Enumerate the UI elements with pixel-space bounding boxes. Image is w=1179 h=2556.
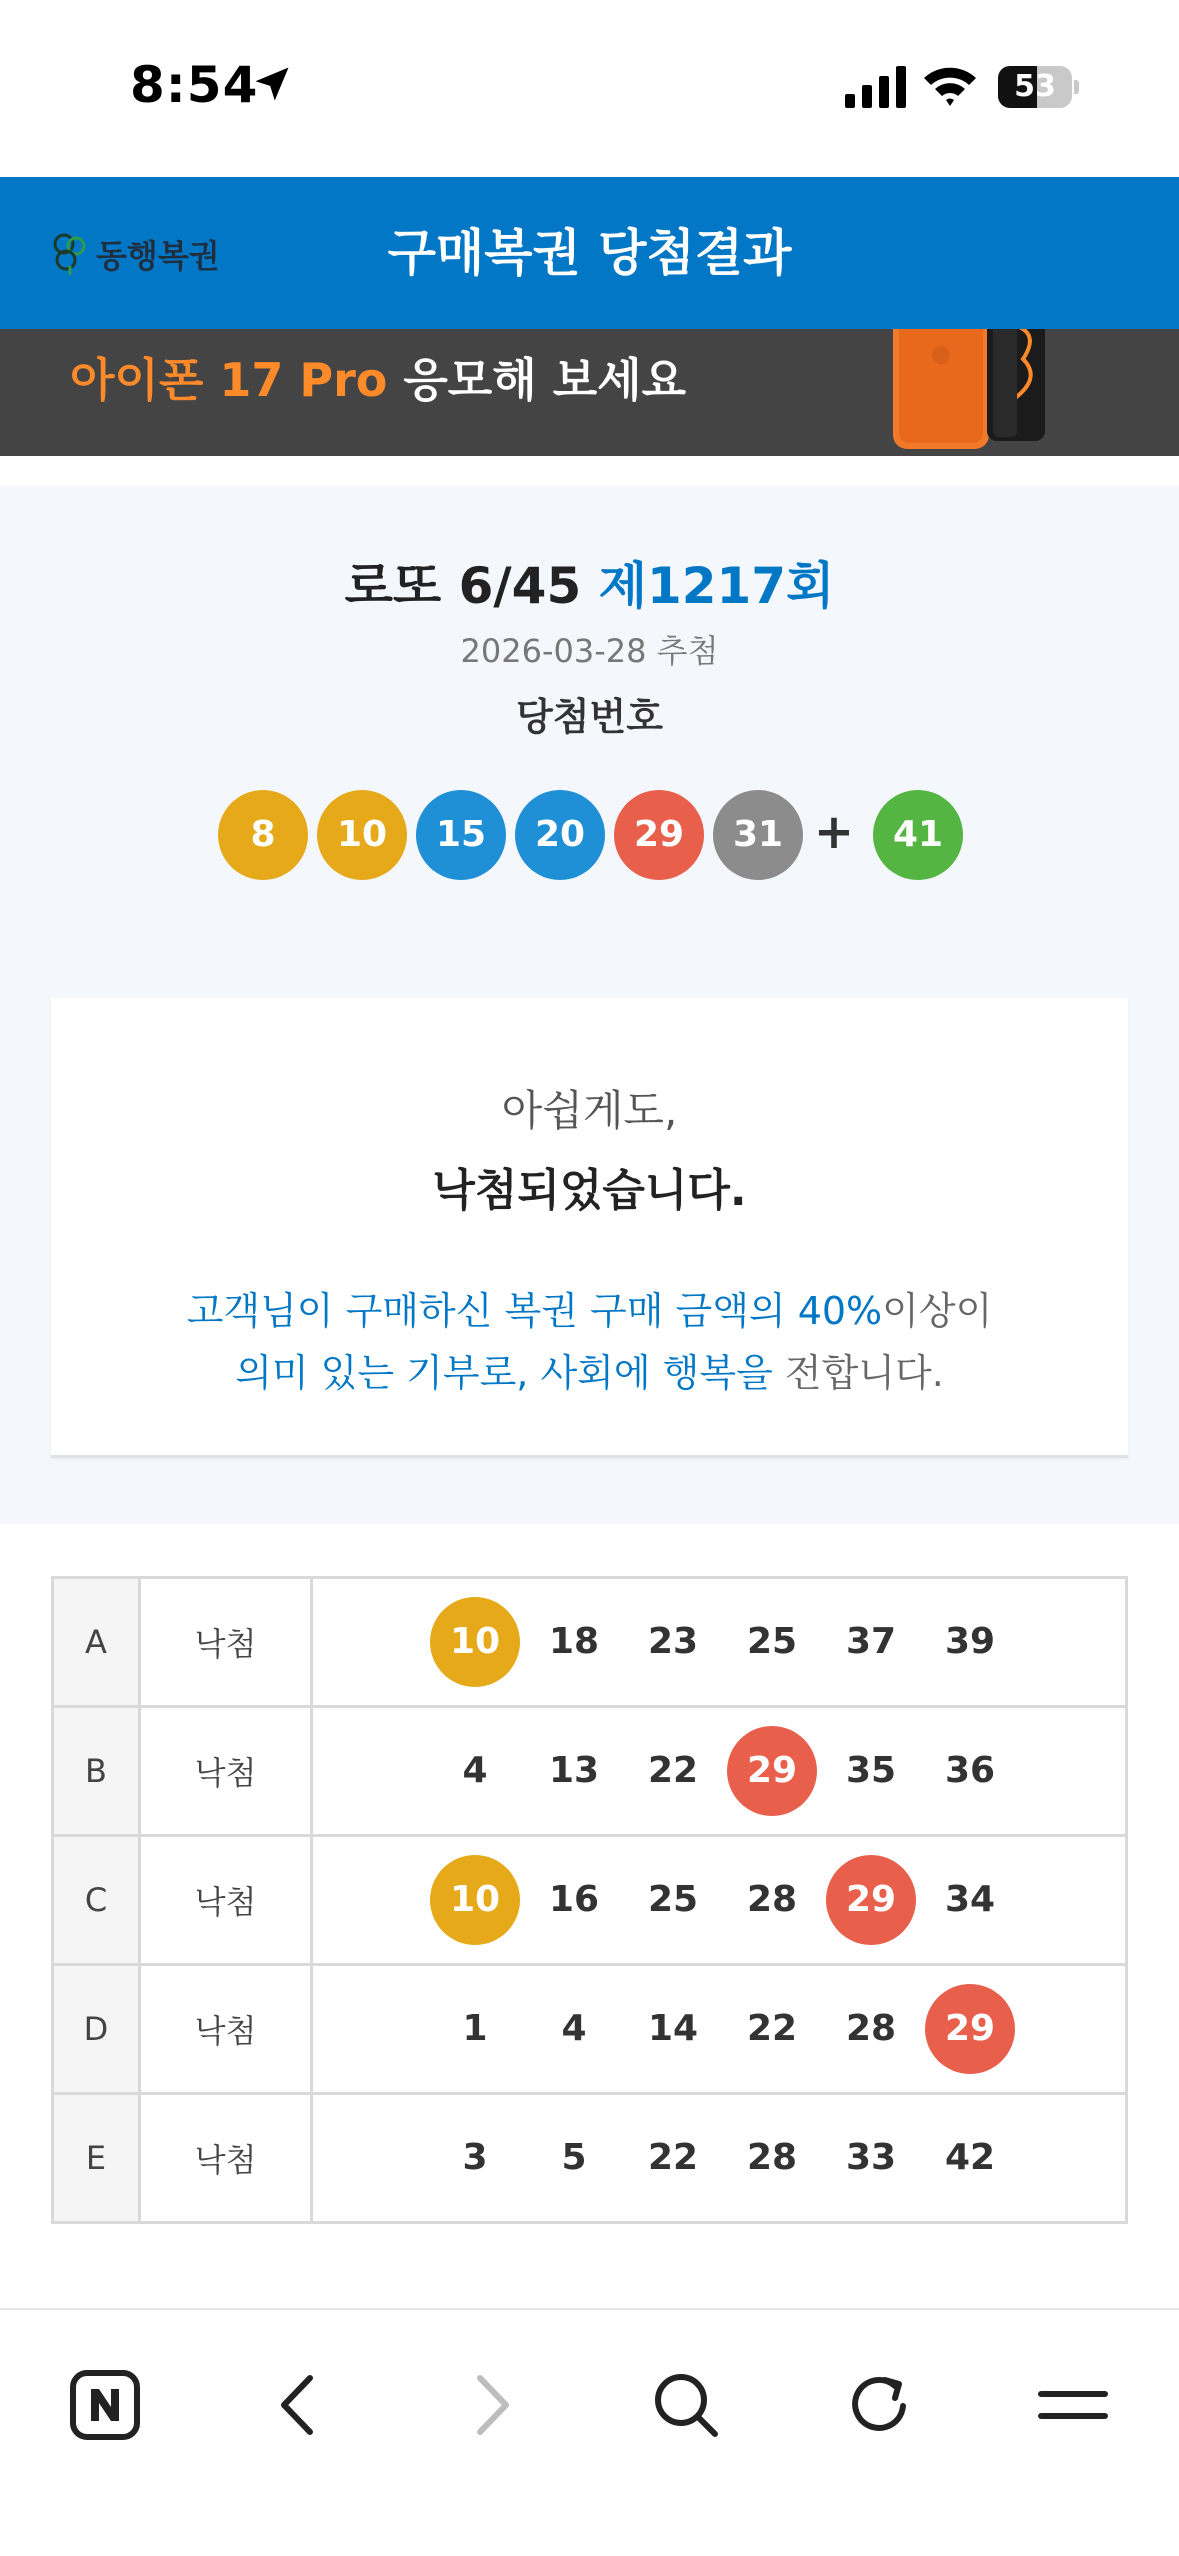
ticket-number: 14	[647, 2008, 699, 2049]
ticket-numbers	[312, 1578, 1127, 1707]
winning-ball: 15	[416, 790, 506, 880]
ticket-row	[53, 1578, 1127, 1707]
draw-title	[0, 546, 1179, 618]
banner-text	[70, 329, 686, 431]
ticket-result: 낙첨	[140, 1578, 312, 1707]
menu-icon	[1037, 2380, 1109, 2430]
ticket-row	[53, 1836, 1127, 1965]
search-button[interactable]	[631, 2350, 741, 2460]
menu-button[interactable]	[1018, 2350, 1128, 2460]
app-header	[0, 177, 1179, 329]
clover-logo-icon	[50, 232, 90, 276]
ticket-number: 33	[845, 2137, 897, 2178]
result-message-card	[51, 998, 1128, 1458]
ticket-number: 34	[944, 1879, 996, 1920]
bonus-plus: +	[813, 804, 855, 860]
status-time: 8:54	[130, 56, 259, 114]
matched-number: 10	[430, 1855, 520, 1945]
ticket-number: 13	[548, 1750, 600, 1791]
location-arrow-icon	[250, 62, 294, 106]
ticket-numbers	[312, 2094, 1127, 2223]
banner-tail: 응모해 보세요	[387, 353, 687, 407]
forward-icon	[462, 2370, 522, 2440]
ticket-number: 28	[746, 1879, 798, 1920]
ticket-number: 4	[561, 2008, 587, 2049]
ticket-number: 22	[647, 1750, 699, 1791]
ticket-number: 5	[561, 2137, 587, 2178]
ticket-number: 39	[944, 1621, 996, 1662]
winning-ball: 8	[218, 790, 308, 880]
ticket-number: 22	[746, 2008, 798, 2049]
ticket-number: 28	[746, 2137, 798, 2178]
matched-number: 29	[925, 1984, 1015, 2074]
winning-ball: 20	[515, 790, 605, 880]
promo-banner[interactable]	[0, 329, 1179, 456]
back-button[interactable]	[243, 2350, 353, 2460]
ticket-slot: D	[53, 1965, 140, 2094]
matched-number: 29	[826, 1855, 916, 1945]
matched-number: 29	[727, 1726, 817, 1816]
ticket-numbers	[312, 1836, 1127, 1965]
draw-round: 제1217회	[598, 557, 835, 615]
message-line-3-gray: 이상이	[882, 1289, 993, 1333]
draw-date: 2026-03-28 추첨	[460, 632, 719, 670]
battery-percent: 53	[1014, 69, 1056, 104]
search-icon	[651, 2370, 721, 2440]
message-line-4-blue: 의미 있는 기부로, 사회에 행복을	[235, 1351, 773, 1395]
ticket-number: 25	[746, 1621, 798, 1662]
ticket-number: 42	[944, 2137, 996, 2178]
ticket-numbers	[312, 1707, 1127, 1836]
ticket-slot: C	[53, 1836, 140, 1965]
page-title: 구매복권 당첨결과	[387, 224, 792, 282]
ticket-number: 23	[647, 1621, 699, 1662]
matched-number: 10	[430, 1597, 520, 1687]
banner-highlight: 아이폰 17 Pro	[70, 353, 388, 407]
wifi-icon	[922, 62, 978, 108]
back-icon	[268, 2370, 328, 2440]
ticket-number: 37	[845, 1621, 897, 1662]
ticket-slot: B	[53, 1707, 140, 1836]
message-line-3-blue: 고객님이 구매하신 복권 구매 금액의 40%	[186, 1289, 883, 1333]
status-bar	[0, 0, 1179, 176]
ticket-number: 16	[548, 1879, 600, 1920]
ticket-number: 22	[647, 2137, 699, 2178]
ticket-number: 18	[548, 1621, 600, 1662]
winning-ball: 10	[317, 790, 407, 880]
logo[interactable]	[50, 229, 220, 279]
ticket-number: 25	[647, 1879, 699, 1920]
winning-ball: 29	[614, 790, 704, 880]
bonus-ball: 41	[873, 790, 963, 880]
ticket-number: 3	[462, 2137, 488, 2178]
battery-indicator	[998, 66, 1078, 108]
message-line-4-gray: 전합니다.	[772, 1351, 944, 1395]
ticket-number: 28	[845, 2008, 897, 2049]
ticket-row	[53, 2094, 1127, 2223]
forward-button[interactable]	[437, 2350, 547, 2460]
logo-text: 동행복권	[96, 237, 220, 275]
message-line-1: 아쉽게도,	[501, 1086, 678, 1135]
message-line-2: 낙첨되었습니다.	[432, 1165, 747, 1216]
ticket-slot: E	[53, 2094, 140, 2223]
ticket-number: 4	[462, 1750, 488, 1791]
ticket-number: 35	[845, 1750, 897, 1791]
ticket-result: 낙첨	[140, 1707, 312, 1836]
cellular-signal-icon	[845, 66, 907, 108]
ticket-numbers	[312, 1965, 1127, 2094]
naver-home-button[interactable]	[50, 2350, 160, 2460]
message-line-4	[51, 1342, 1128, 1397]
winning-numbers-label: 당첨번호	[516, 695, 663, 739]
winning-ball: 31	[713, 790, 803, 880]
ticket-number: 36	[944, 1750, 996, 1791]
ticket-result: 낙첨	[140, 1965, 312, 2094]
ticket-table	[51, 1576, 1128, 2224]
ticket-slot: A	[53, 1578, 140, 1707]
naver-icon	[69, 2369, 141, 2441]
ticket-row	[53, 1707, 1127, 1836]
refresh-button[interactable]	[825, 2350, 935, 2460]
draw-result-section	[0, 486, 1179, 1524]
message-line-3	[51, 1280, 1128, 1335]
iphone-image-icon	[893, 329, 1053, 456]
ticket-result: 낙첨	[140, 1836, 312, 1965]
refresh-icon	[845, 2370, 915, 2440]
ticket-result: 낙첨	[140, 2094, 312, 2223]
ticket-number: 1	[462, 2008, 488, 2049]
game-name: 로또 6/45	[344, 557, 599, 615]
browser-toolbar	[0, 2308, 1179, 2556]
ticket-row	[53, 1965, 1127, 2094]
